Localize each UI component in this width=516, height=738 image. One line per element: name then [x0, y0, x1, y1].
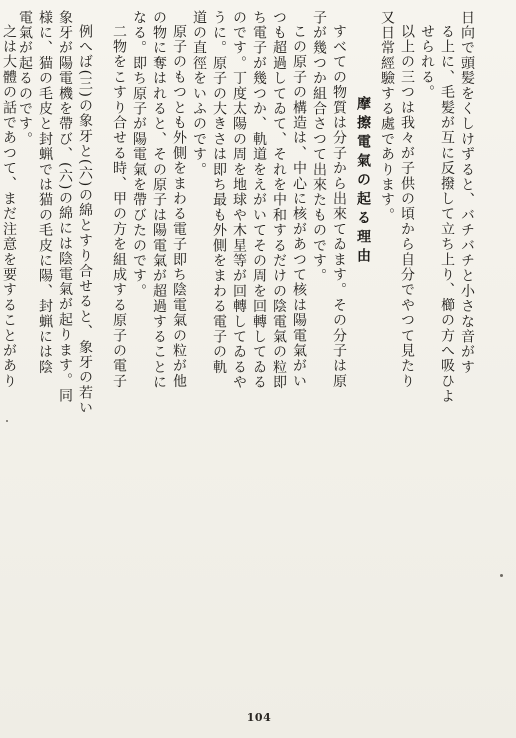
text-column: 道の直徑をいふのです。 [191, 10, 207, 178]
text-column: つも超過してゐて、それを中和するだけの陰電氣の粒即 [271, 10, 287, 390]
text-column: 日向で頭髪をくしけずると、バチバチと小さな音がす [459, 10, 475, 375]
section-heading: 摩擦電氣の起る理由 [355, 96, 371, 267]
paper-speck [6, 420, 8, 422]
text-column: のです。丁度太陽の周を地球や木星等が回轉してゐるや [231, 10, 247, 390]
text-column: 原子のもつとも外側をまわる電子即ち陰電氣の粒が他 [171, 24, 187, 389]
text-column: 以上の三つは我々が子供の頃から自分でやつて見たり [399, 24, 415, 389]
text-column: この原子の構造は、中心に核があつて核は陽電氣がい [291, 24, 307, 389]
text-column: ち電子が幾つか、軌道をえがいてその周を回轉してゐる [251, 10, 267, 390]
text-column: うに。原子の大きさは即ち最も外側をまわる電子の軌 [211, 10, 227, 375]
text-column: 様に、猫の毛皮と封蝋では猫の毛皮に陽、封蝋には陰 [37, 10, 53, 375]
text-column: る上に、毛髪が互に反撥して立ち上り、櫛の方へ吸ひよ [439, 24, 455, 404]
page-number: 104 [246, 711, 272, 724]
text-column: 二物をこすり合せる時、甲の方を組成する原子の電子 [111, 24, 127, 389]
text-column: 象牙が陽電機を帶び、(六)の綿には陰電氣が起ります。同 [57, 10, 73, 404]
text-column: せられる。 [419, 24, 435, 100]
text-column: 之は大體の話であつて、まだ注意を要することがあり [1, 24, 17, 389]
text-column: 電氣が起るのです。 [17, 10, 33, 147]
text-column: 又日常經驗する處であります。 [379, 10, 395, 223]
text-column: の物に奪はれると、その原子は陽電氣が超過することに [151, 10, 167, 390]
text-column: すべての物質は分子から出來てゐます。その分子は原 [331, 24, 347, 389]
text-column: なる。即ち原子が陽電氣を帶びたのです。 [131, 10, 147, 299]
text-column: 子が幾つか組合さつて出來たものです。 [311, 10, 327, 284]
text-column: 例へば(三)の象牙と(六)の綿とすり合せると、象牙の若い [77, 24, 93, 416]
paper-speck [500, 574, 503, 577]
